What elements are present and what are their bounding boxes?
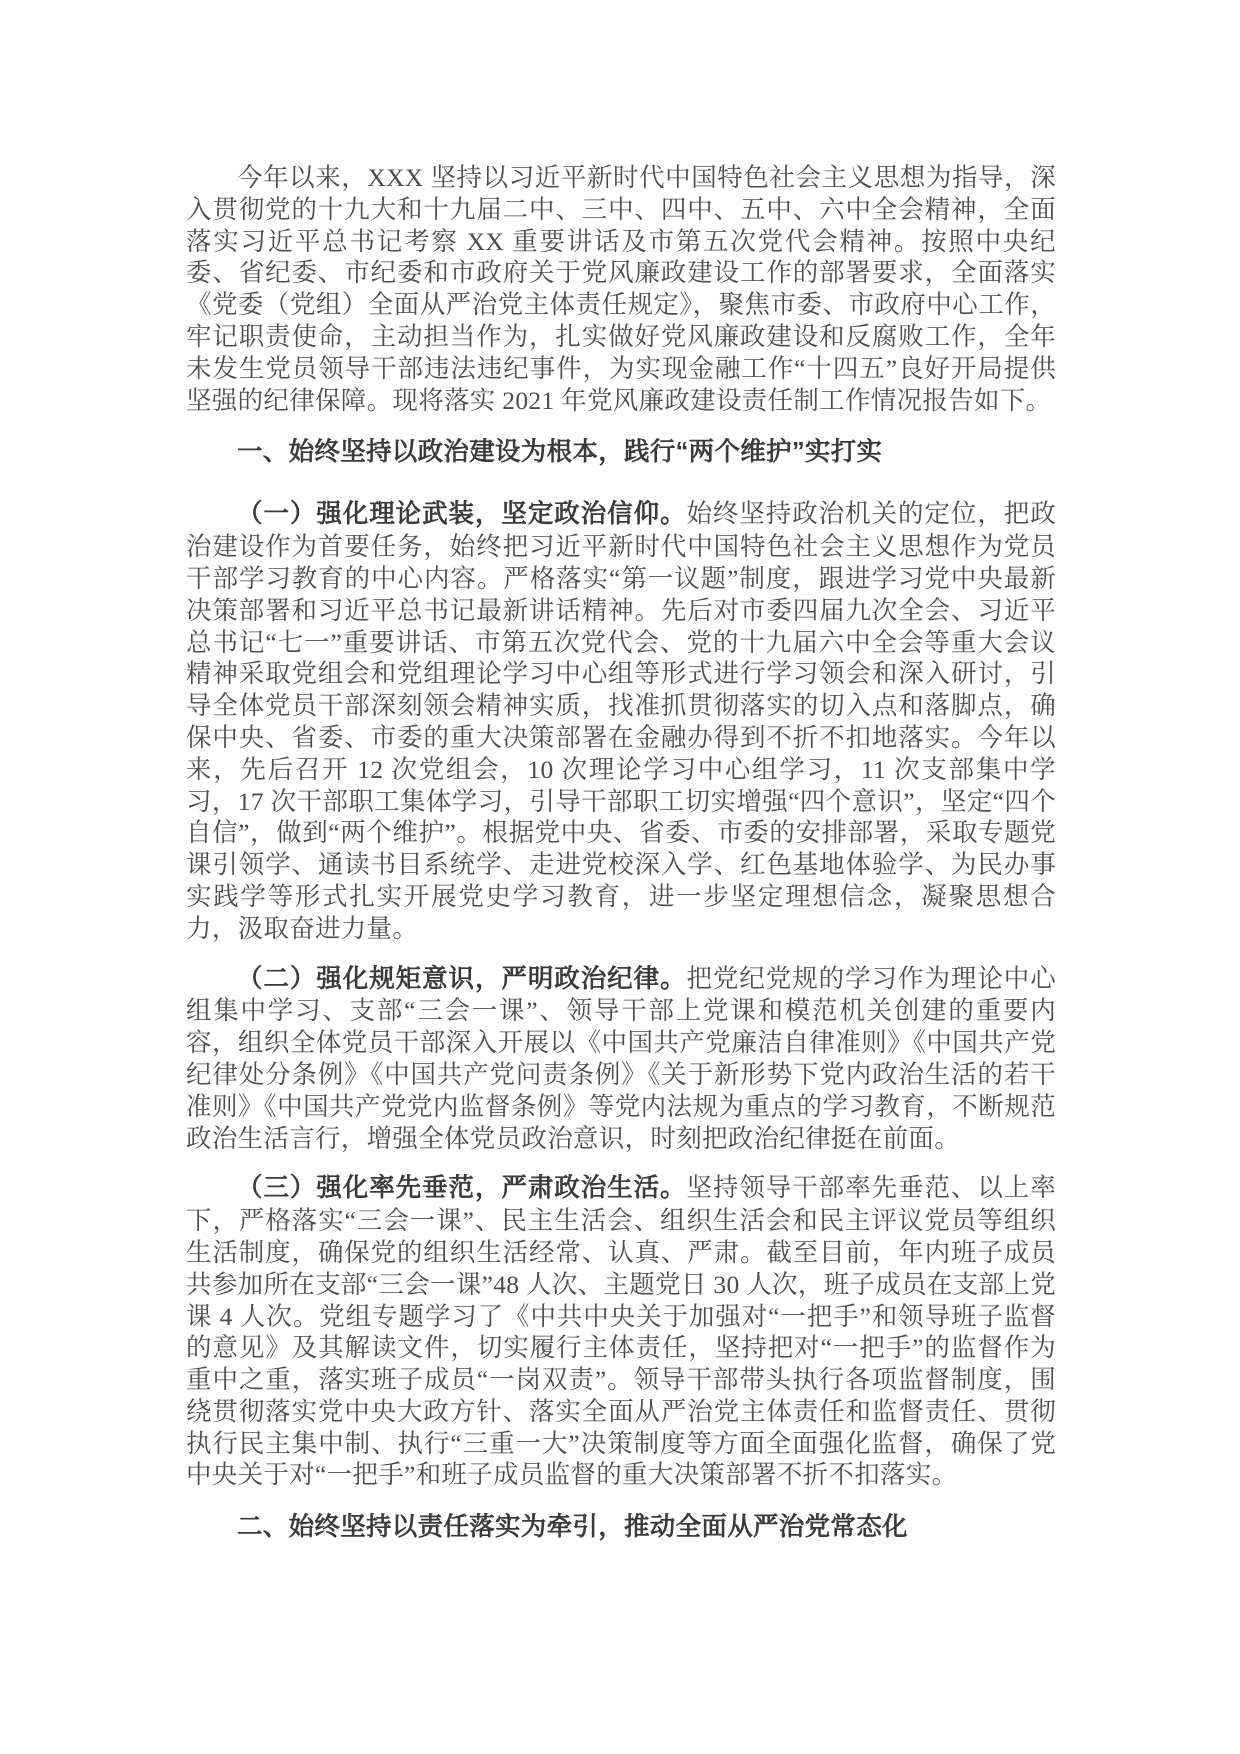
subsection-2-paragraph <box>186 963 1056 1155</box>
section-heading-2: 二、始终坚持以责任落实为牵引，推动全面从严治党常态化 <box>237 1513 908 1542</box>
intro-paragraph: 今年以来，XXX 坚持以习近平新时代中国特色社会主义思想为指导，深入贯彻党的十九大和十九届二中、三中、四中、五中、六中全会精神，全面落实习近平总书记考察 XX 重要讲话及市第五次党代会精神。按照中央纪委、省纪委、市纪委和市政府关于党风廉政建设工作的部署要求，全面落实《党委（党组）全面从严治党主体责任规定》，聚焦市委、市政府中心工作，牢记职责使命，主动担当作为，扎实做好党风廉政建设和反腐败工作，全年未发生党员领导干部违法违纪事件，为实现金融工作“十四五”良好开局提供坚强的纪律保障。现将落实 2021 年党风廉政建设责任制工作情况报告如下。 <box>186 163 1056 415</box>
subsection-3-lead: （三）强化率先垂范，严肃政治生活。 <box>237 1174 687 1203</box>
subsection-2-text: 把党纪党规的学习作为理论中心组集中学习、支部“三会一课”、领导干部上党课和模范机关创建的重要内容，组织全体党员干部深入开展以《中国共产党廉洁自律准则》《中国共产党纪律处分条例》《中国共产党问责条例》《关于新形势下党内政治生活的若干准则》《中国共产党党内监督条例》等党内法规为重点的学习教育，不断规范政治生活言行，增强全体党员政治意识，时刻把政治纪律挺在前面。 <box>186 963 1056 1153</box>
subsection-1-lead: （一）强化理论武装，坚定政治信仰。 <box>237 500 687 529</box>
subsection-3-text: 坚持领导干部率先垂范、以上率下，严格落实“三会一课”、民主生活会、组织生活会和民主评议党员等组织生活制度，确保党的组织生活经常、认真、严肃。截至目前，年内班子成员共参加所在支部“三会一课”48 人次、主题党日 30 人次，班子成员在支部上党课 4 人次。党组专题学习了《中共中央关于加强对“一把手”和领导班子监督的意见》及其解读文件，切实履行主体责任，坚持把对“一把手”的监督作为重中之重，落实班子成员“一岗双责”。领导干部带头执行各项监督制度，围绕贯彻落实党中央大政方针、落实全面从严治党主体责任和监督责任、贯彻执行民主集中制、执行“三重一大”决策制度等方面全面强化监督，确保了党中央关于对“一把手”和班子成员监督的重大决策部署不折不扣落实。 <box>186 1173 1056 1490</box>
subsection-1-text: 始终坚持政治机关的定位，把政治建设作为首要任务，始终把习近平新时代中国特色社会主义思想作为党员干部学习教育的中心内容。严格落实“第一议题”制度，跟进学习党中央最新决策部署和习近平总书记最新讲话精神。先后对市委四届九次全会、习近平总书记“七一”重要讲话、市第五次党代会、党的十九届六中全会等重大会议精神采取党组会和党组理论学习中心组等形式进行学习领会和深入研讨，引导全体党员干部深刻领会精神实质，找准抓贯彻落实的切入点和落脚点，确保中央、省委、市委的重大决策部署在金融办得到不折不扣地落实。今年以来，先后召开 12 次党组会，10 次理论学习中心组学习，11 次支部集中学习，17 次干部职工集体学习，引导干部职工切实增强“四个意识”，坚定“四个自信”，做到“两个维护”。根据党中央、省委、市委的安排部署，采取专题党课引领学、通读书目系统学、走进党校深入学、红色基地体验学、为民办事实践学等形式扎实开展党史学习教育，进一步坚定理想信念，凝聚思想合力，汲取奋进力量。 <box>186 499 1056 943</box>
subsection-2-lead: （二）强化规矩意识，严明政治纪律。 <box>237 964 687 993</box>
section-heading-1: 一、始终坚持以政治建设为根本，践行“两个维护”实打实 <box>237 438 883 467</box>
subsection-1-paragraph <box>186 498 1056 944</box>
subsection-3-paragraph <box>186 1172 1056 1491</box>
